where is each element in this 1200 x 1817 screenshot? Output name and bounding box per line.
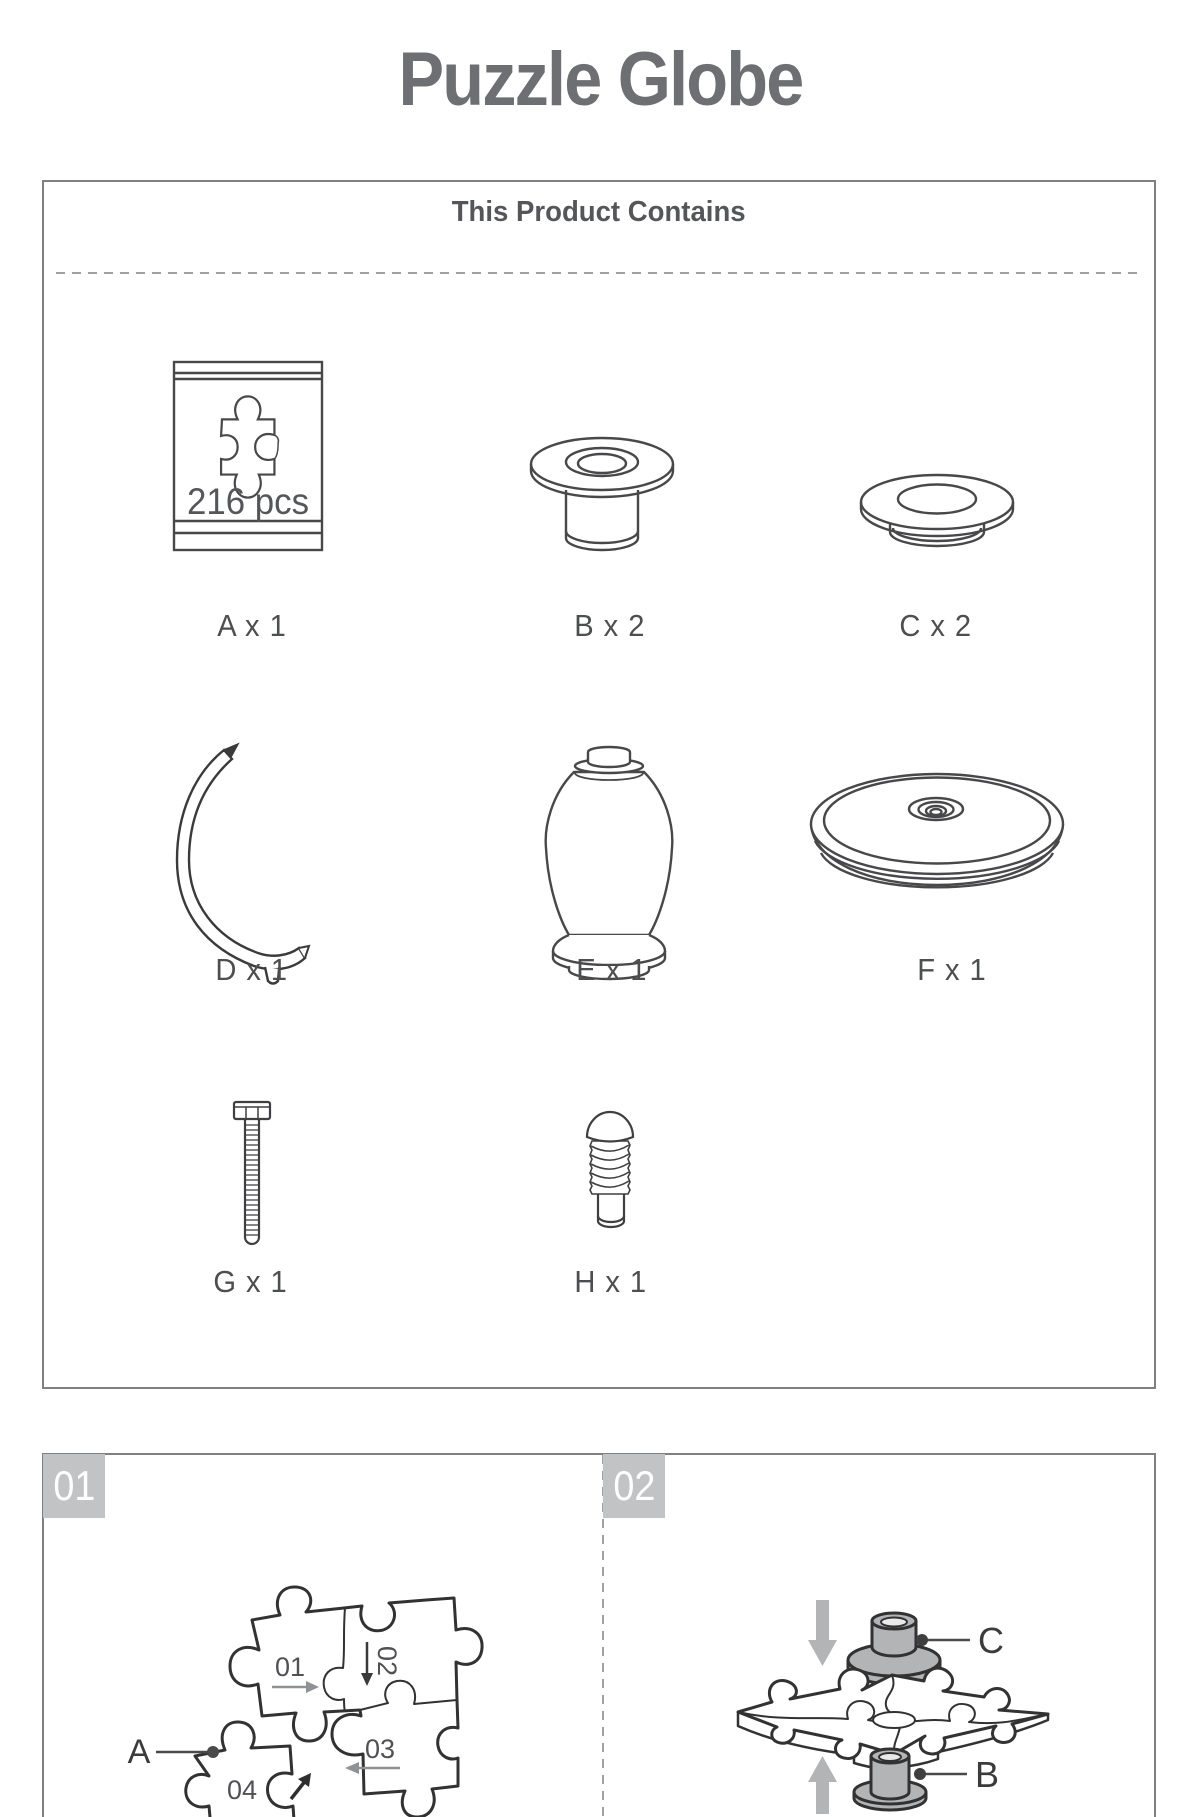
part-e-label: E x 1 bbox=[576, 952, 648, 987]
cap-icon bbox=[857, 472, 1017, 564]
callout-a-dot bbox=[207, 1746, 219, 1758]
part-f-label: F x 1 bbox=[917, 952, 987, 987]
part-h-drawing bbox=[580, 1097, 640, 1232]
part-b-label: B x 2 bbox=[574, 608, 646, 643]
dashed-separator bbox=[56, 272, 1142, 274]
step-mark-03: 03 bbox=[364, 1734, 396, 1764]
step-1-illustration bbox=[62, 1542, 562, 1817]
assembly-steps-box bbox=[42, 1453, 1156, 1817]
step-2-badge: 02 bbox=[603, 1454, 665, 1518]
part-c-label: C x 2 bbox=[899, 608, 973, 643]
step-mark-04: 04 bbox=[226, 1775, 258, 1805]
bushing-icon bbox=[527, 432, 677, 557]
part-a-label: A x 1 bbox=[217, 608, 287, 643]
base-disc-icon bbox=[807, 767, 1067, 902]
callout-b-dot bbox=[914, 1768, 926, 1780]
bag-piece-count: 216 pcs bbox=[187, 481, 309, 522]
part-h-label: H x 1 bbox=[574, 1264, 648, 1299]
part-b-drawing bbox=[527, 432, 677, 557]
step-mark-02: 02 bbox=[372, 1645, 402, 1677]
part-c-drawing bbox=[857, 472, 1017, 564]
part-d-label: D x 1 bbox=[215, 952, 289, 987]
page-title: Puzzle Globe bbox=[397, 37, 803, 122]
bolt-icon bbox=[230, 1097, 274, 1249]
part-g-drawing bbox=[230, 1097, 274, 1249]
puzzle-bag-icon bbox=[172, 360, 324, 552]
up-arrow-icon bbox=[808, 1756, 837, 1814]
step-mark-01: 01 bbox=[274, 1652, 306, 1682]
callout-a-label: A bbox=[127, 1733, 151, 1771]
step-1-badge: 01 bbox=[43, 1454, 105, 1518]
callout-b-label: B bbox=[975, 1754, 1000, 1795]
puzzle-assembly-flat-icon bbox=[62, 1542, 562, 1817]
part-a-drawing bbox=[172, 360, 324, 552]
parts-list-header: This Product Contains bbox=[452, 196, 746, 228]
parts-list-box bbox=[42, 180, 1156, 1389]
callout-c-dot bbox=[916, 1634, 928, 1646]
puzzle-assembly-perspective-icon bbox=[622, 1542, 1152, 1817]
screw-icon bbox=[580, 1097, 640, 1232]
part-g-label: G x 1 bbox=[213, 1264, 289, 1299]
callout-c-label: C bbox=[978, 1620, 1004, 1661]
part-f-drawing bbox=[807, 767, 1067, 902]
step-2-illustration bbox=[622, 1542, 1152, 1817]
down-arrow-icon bbox=[808, 1600, 837, 1666]
